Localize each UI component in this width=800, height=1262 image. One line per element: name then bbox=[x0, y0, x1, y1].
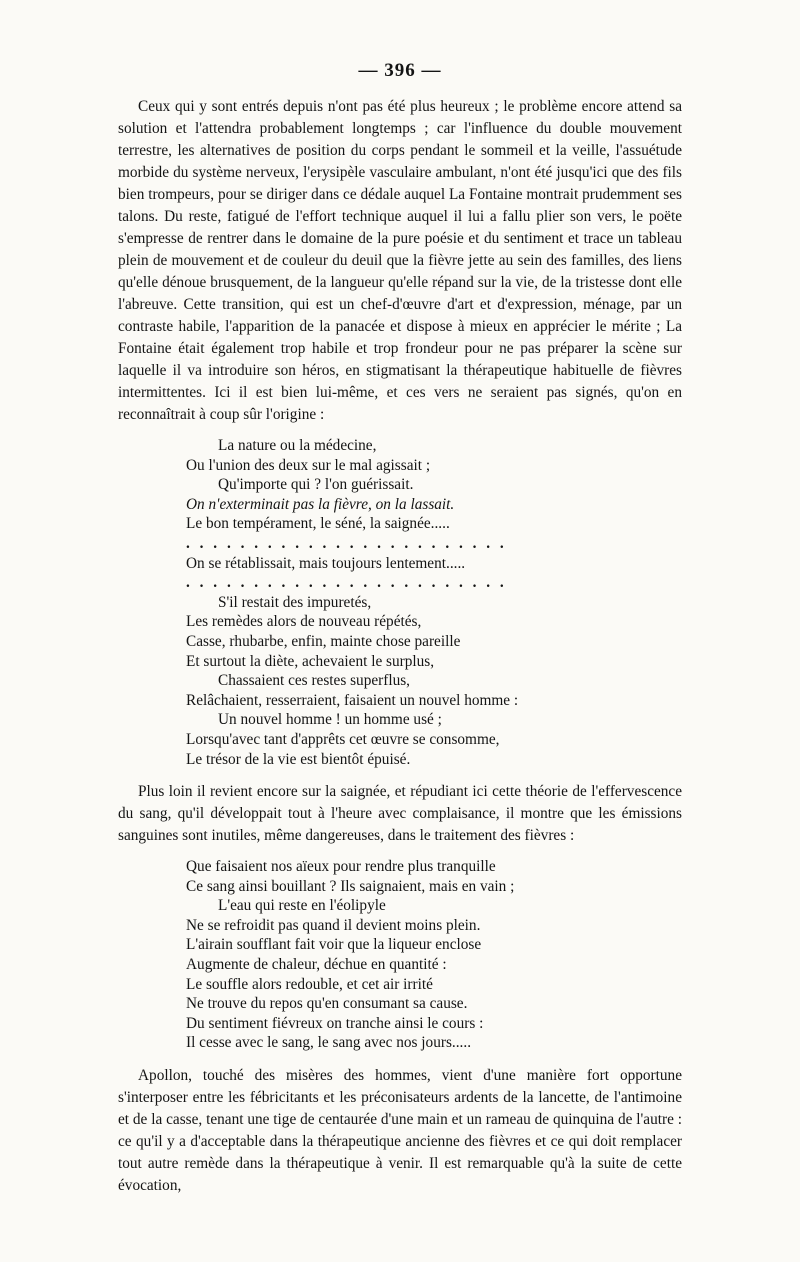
verse-line: Augmente de chaleur, déchue en quantité : bbox=[186, 956, 447, 974]
verse-line: L'airain soufflant fait voir que la liqueur enclose bbox=[186, 936, 482, 954]
paragraph-3: Apollon, touché des misères des hommes, vient d'une manière fort opportune s'interposer entre les fébricitants et les préconisateurs ardents de la lancette, de l'antimoine et de la casse, tenant une tige de centaurée d'une main et un rameau de quinquina de l'autre : ce qu'il y a d'acceptable dans la thérapeutique ancienne des fièvres et ce qui doit remplacer tout autre remède dans la thérapeutique à venir. Il est remarquable qu'à la suite de cette évocation, bbox=[118, 1067, 682, 1195]
verse-block-2 bbox=[186, 857, 682, 1053]
verse-line: Le bon tempérament, le séné, la saignée..... bbox=[186, 515, 450, 533]
verse-block-1 bbox=[186, 436, 682, 769]
page-number: — 396 — bbox=[358, 60, 442, 81]
ellipsis-row: . . . . . . . . . . . . . . . . . . . . . . . . bbox=[186, 534, 507, 552]
verse-line: On se rétablissait, mais toujours lentement..... bbox=[186, 554, 466, 572]
verse-line: Il cesse avec le sang, le sang avec nos jours..... bbox=[186, 1034, 472, 1052]
verse-line: Ne se refroidit pas quand il devient moins plein. bbox=[186, 916, 481, 934]
ellipsis-row: . . . . . . . . . . . . . . . . . . . . . . . . bbox=[186, 574, 507, 592]
verse-line: Relâchaient, resserraient, faisaient un nouvel homme : bbox=[186, 691, 519, 709]
verse-line: Qu'importe qui ? l'on guérissait. bbox=[218, 476, 414, 494]
verse-line: Chassaient ces restes superflus, bbox=[218, 672, 411, 690]
verse-line: Et surtout la diète, achevaient le surplus, bbox=[186, 652, 435, 670]
verse-line: Casse, rhubarbe, enfin, mainte chose pareille bbox=[186, 632, 461, 650]
verse-line: Le trésor de la vie est bientôt épuisé. bbox=[186, 750, 411, 768]
verse-line: Un nouvel homme ! un homme usé ; bbox=[218, 711, 442, 729]
verse-line: Les remèdes alors de nouveau répétés, bbox=[186, 613, 422, 631]
verse-line: Ne trouve du repos qu'en consumant sa cause. bbox=[186, 995, 468, 1013]
verse-line: S'il restait des impuretés, bbox=[218, 593, 372, 611]
verse-line: Que faisaient nos aïeux pour rendre plus tranquille bbox=[186, 858, 496, 876]
paragraph-2: Plus loin il revient encore sur la saignée, et répudiant ici cette théorie de l'effervescence du sang, qu'il développait tout à l'heure avec complaisance, il montre que les émissions sanguines sont inutiles, même dangereuses, dans le traitement des fièvres : bbox=[118, 783, 682, 845]
verse-line: Lorsqu'avec tant d'apprêts cet œuvre se consomme, bbox=[186, 730, 500, 748]
verse-line: L'eau qui reste en l'éolipyle bbox=[218, 897, 386, 915]
paragraph-1: Ceux qui y sont entrés depuis n'ont pas été plus heureux ; le problème encore attend sa solution et l'attendra probablement longtemps ; car l'influence du double mouvement terrestre, les alternatives de position du corps pendant le sommeil et la veille, l'assuétude morbide du système nerveux, l'erysipèle vasculaire ambulant, n'ont été jusqu'ici que des fils bien trompeurs, pour se diriger dans ce dédale auquel La Fontaine montrait prudemment ses talons. Du reste, fatigué de l'effort technique auquel il lui a fallu plier son vers, le poëte s'empresse de rentrer dans le domaine de la pure poésie et du sentiment et trace un tableau plein de mouvement et de couleur du deuil que la fièvre jette au sein des familles, des liens qu'elle dénoue brusquement, de la langueur qu'elle répand sur la vie, de la tristesse dont elle l'abreuve. Cette transition, qui est un chef-d'œuvre d'art et d'expression, ménage, par un contraste habile, l'apparition de la panacée et dispose à mieux en apprécier le mérite ; La Fontaine était également trop habile et trop frondeur pour ne pas préparer la scène sur laquelle il va introduire son héros, en stigmatisant la thérapeutique habituelle de fièvres intermittentes. Ici il est bien lui-même, et ces vers ne seraient pas signés, qu'on en reconnaîtrait à coup sûr l'origine : bbox=[118, 98, 682, 423]
verse-line: On n'exterminait pas la fièvre, on la lassait. bbox=[186, 495, 455, 513]
verse-line: Ce sang ainsi bouillant ? Ils saignaient, mais en vain ; bbox=[186, 877, 515, 895]
verse-line: Ou l'union des deux sur le mal agissait ; bbox=[186, 456, 431, 474]
verse-line: Du sentiment fiévreux on tranche ainsi le cours : bbox=[186, 1014, 484, 1032]
verse-line: La nature ou la médecine, bbox=[218, 437, 377, 454]
verse-line: Le souffle alors redouble, et cet air irrité bbox=[186, 975, 433, 993]
